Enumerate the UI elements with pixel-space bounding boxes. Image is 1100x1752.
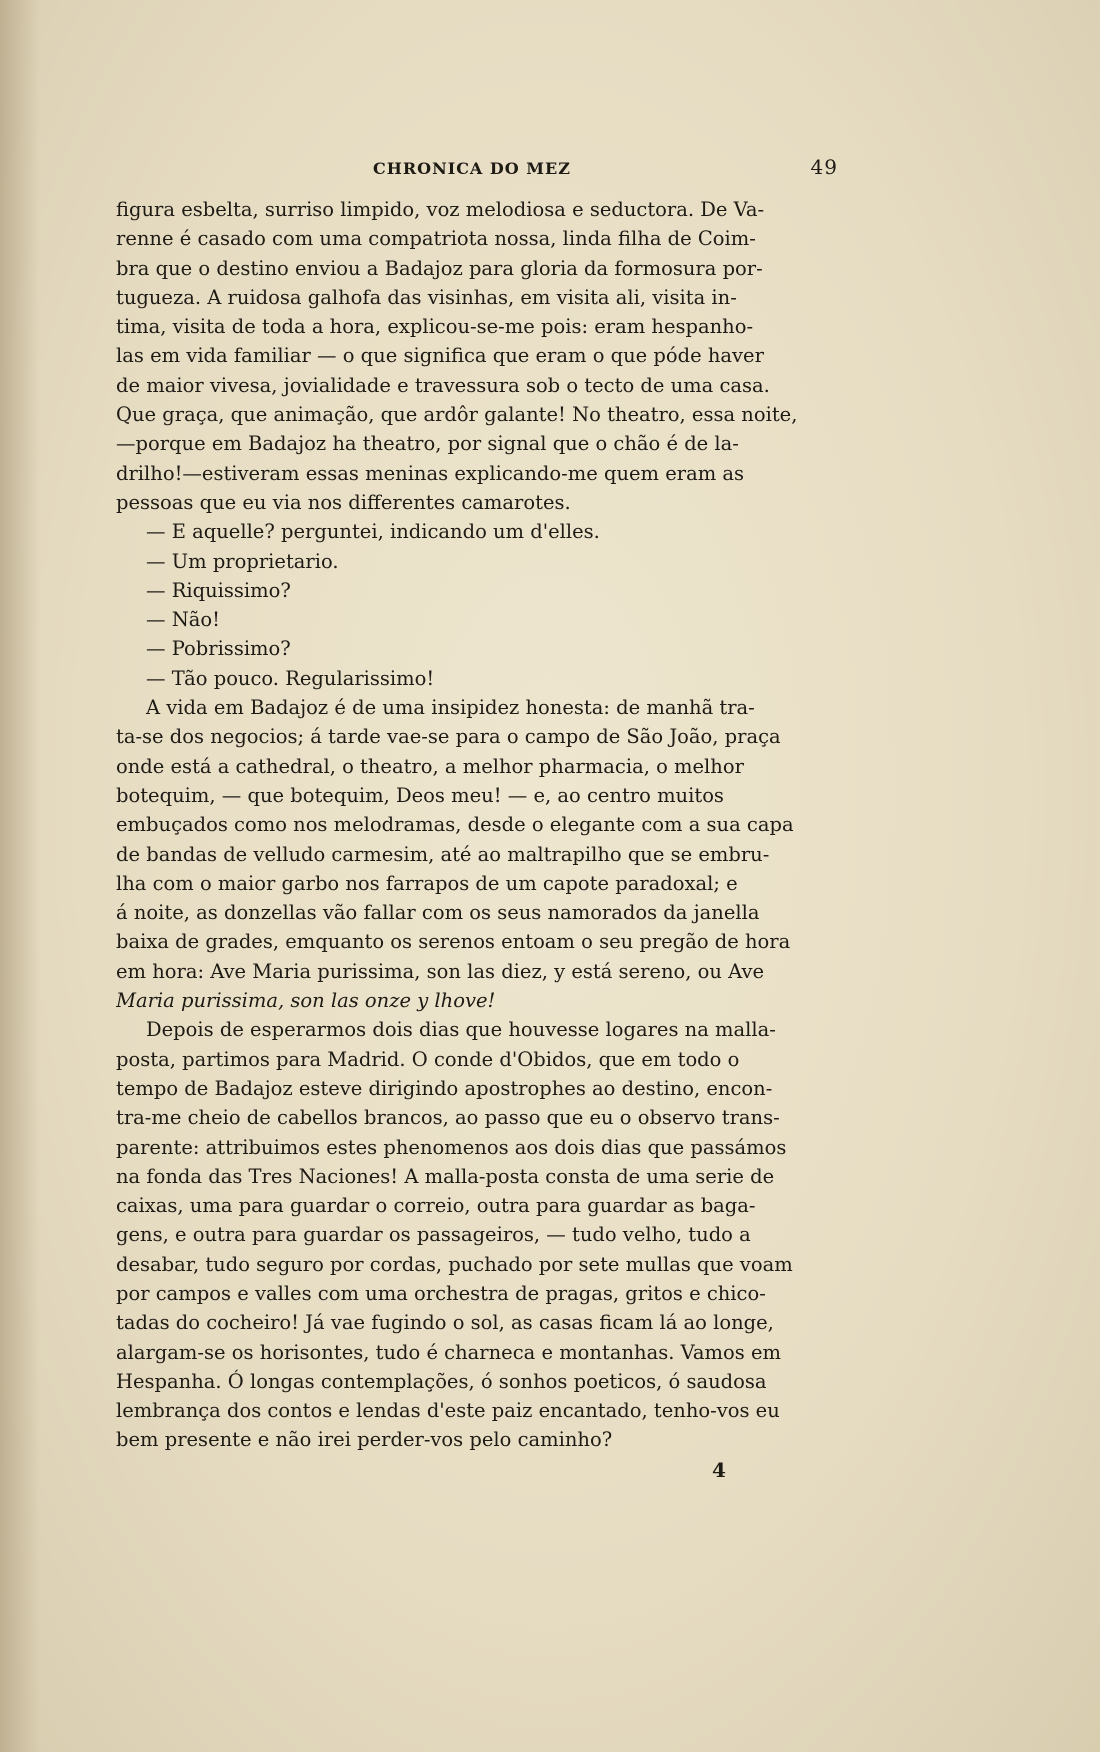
text-line: tugueza. A ruidosa galhofa das visinhas, em visita ali, visita in- xyxy=(116,285,737,309)
text-line: pessoas que eu via nos differentes camarotes. xyxy=(116,490,571,514)
text-line: Que graça, que animação, que ardôr galante! No theatro, essa noite, xyxy=(116,403,798,427)
page-number: 49 xyxy=(810,155,838,179)
paragraph-start-line: Depois de esperarmos dois dias que houvesse logares na malla- xyxy=(146,1018,776,1042)
text-line: ta-se dos negocios; á tarde vae-se para o campo de São João, praça xyxy=(116,725,781,749)
text-line: de bandas de velludo carmesim, até ao maltrapilho que se embru- xyxy=(116,842,770,866)
text-line: Maria purissima, son las onze y lhove! xyxy=(116,989,496,1013)
text-line: em hora: Ave Maria purissima, son las diez, y está sereno, ou Ave xyxy=(116,959,765,983)
text-line: alargam-se os horisontes, tudo é charneca e montanhas. Vamos em xyxy=(116,1340,781,1364)
text-line: tempo de Badajoz esteve dirigindo apostrophes ao destino, encon- xyxy=(116,1076,773,1100)
text-line: baixa de grades, emquanto os serenos entoam o seu pregão de hora xyxy=(116,930,791,954)
text-line: Hespanha. Ó longas contemplações, ó sonhos poeticos, ó saudosa xyxy=(116,1369,767,1393)
text-line: —porque em Badajoz ha theatro, por signal que o chão é de la- xyxy=(116,432,739,456)
text-line: lha com o maior garbo nos farrapos de um capote paradoxal; e xyxy=(116,871,738,895)
text-line: tra-me cheio de cabellos brancos, ao passo que eu o observo trans- xyxy=(116,1106,780,1130)
text-line: renne é casado com uma compatriota nossa, linda filha de Coim- xyxy=(116,227,756,251)
text-line: na fonda das Tres Naciones! A malla-posta consta de uma serie de xyxy=(116,1164,775,1188)
text-line: tima, visita de toda a hora, explicou-se-me pois: eram hespanho- xyxy=(116,315,754,339)
text-line: lembrança dos contos e lendas d'este paiz encantado, tenho-vos eu xyxy=(116,1399,780,1423)
text-line: figura esbelta, surriso limpido, voz melodiosa e seductora. De Va- xyxy=(116,198,765,221)
dialog-line: — Um proprietario. xyxy=(146,549,339,573)
text-line: de maior vivesa, jovialidade e travessura sob o tecto de uma casa. xyxy=(116,373,770,397)
text-line: las em vida familiar — o que significa que eram o que póde haver xyxy=(116,344,764,368)
running-title: CHRONICA DO MEZ xyxy=(373,159,571,178)
text-line: bem presente e não irei perder-vos pelo caminho? xyxy=(116,1428,613,1452)
text-line: parente: attribuimos estes phenomenos aos dois dias que passámos xyxy=(116,1135,787,1159)
page-header xyxy=(118,155,838,185)
text-line: por campos e valles com uma orchestra de pragas, gritos e chico- xyxy=(116,1281,766,1305)
text-line: bra que o destino enviou a Badajoz para gloria da formosura por- xyxy=(116,256,763,280)
dialog-line: — Tão pouco. Regularissimo! xyxy=(146,666,435,690)
dialog-line: — Riquissimo? xyxy=(146,578,291,602)
text-line: posta, partimos para Madrid. O conde d'Obidos, que em todo o xyxy=(116,1047,740,1071)
text-line: tadas do cocheiro! Já vae fugindo o sol, as casas ficam lá ao longe, xyxy=(116,1311,774,1335)
dialog-line: — Pobrissimo? xyxy=(146,637,291,661)
dialog-line: — Não! xyxy=(146,608,220,632)
text-line: desabar, tudo seguro por cordas, puchado por sete mullas que voam xyxy=(116,1252,793,1276)
text-line: botequim, — que botequim, Deos meu! — e, ao centro muitos xyxy=(116,783,724,807)
text-line: embuçados como nos melodramas, desde o elegante com a sua capa xyxy=(116,813,794,837)
text-line: onde está a cathedral, o theatro, a melhor pharmacia, o melhor xyxy=(116,754,744,778)
paragraph-start-line: A vida em Badajoz é de uma insipidez honesta: de manhã tra- xyxy=(146,696,755,720)
text-line: drilho!—estiveram essas meninas explicando-me quem eram as xyxy=(116,461,745,485)
text-line: caixas, uma para guardar o correio, outra para guardar as baga- xyxy=(116,1194,756,1218)
text-line: gens, e outra para guardar os passageiros, — tudo velho, tudo a xyxy=(116,1223,751,1247)
body-text xyxy=(116,195,838,1455)
dialog-line: — E aquelle? perguntei, indicando um d'elles. xyxy=(146,520,600,544)
signature-mark: 4 xyxy=(712,1458,726,1482)
text-line: á noite, as donzellas vão fallar com os seus namorados da janella xyxy=(116,901,760,925)
